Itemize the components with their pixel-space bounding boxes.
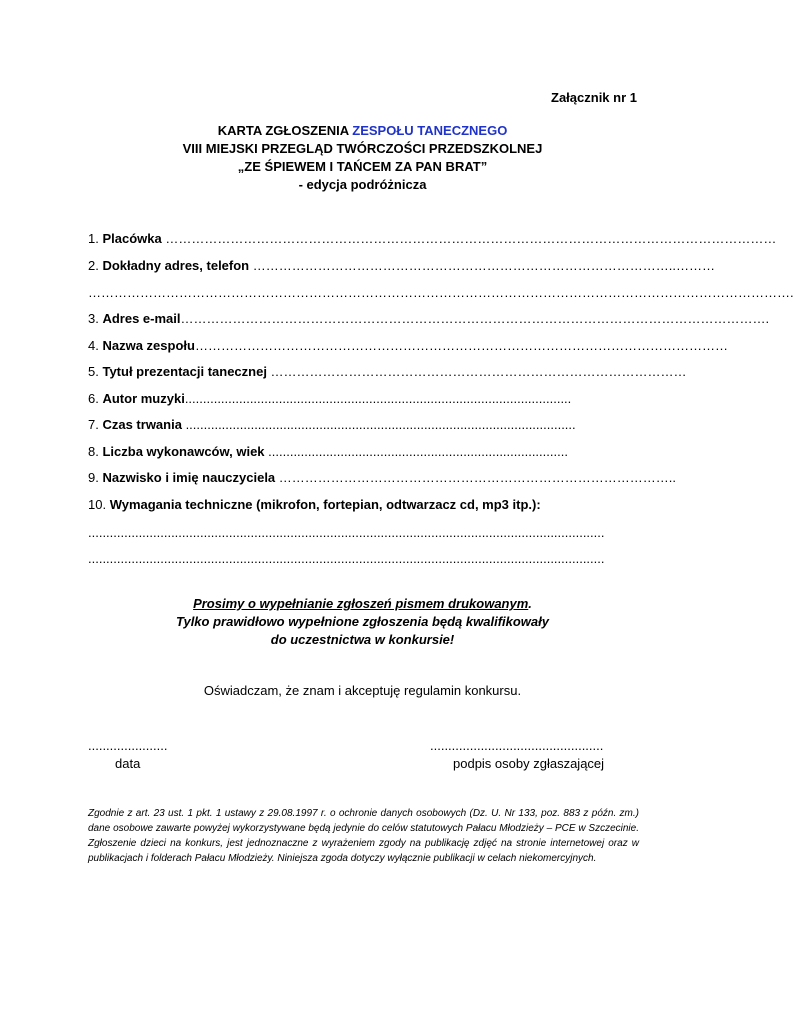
field-dots: ……………………………………………………………………………………………………………………………: [161, 231, 777, 246]
field-dots: ……………………………………………………………………………………..………: [249, 258, 715, 273]
field-dots: ……………………………………………………………………………………………………………: [194, 338, 728, 353]
notice-underlined: Prosimy o wypełnianie zgłoszeń pismem drukowanym: [193, 596, 529, 611]
field-label: Autor muzyki: [102, 391, 185, 406]
legal-notice: Zgodnie z art. 23 ust. 1 pkt. 1 ustawy z 29.08.1997 r. o ochronie danych osobowych (Dz. U. Nr 133, poz. 883 z późn. zm.) dane osobowe zawarte powyżej wykorzystywane będą jedynie do celów statutowych Pałacu Młodzieży – PCE w Szczecinie. Zgłoszenie dzieci na konkurs, jest jednoznaczne z wyrażeniem zgody na publikację zdjęć na stronie internetowej oraz w publikacjach i folderach Pałacu Młodzieży. Niniejsza zgoda dotyczy wyłącznie publikacji w celach niekomercyjnych.: [88, 808, 639, 864]
field-number: 10.: [88, 497, 110, 512]
form-title-prefix: KARTA ZGŁOSZENIA: [217, 123, 353, 138]
event-name: VIII MIEJSKI PRZEGLĄD TWÓRCZOŚCI PRZEDSZKOLNEJ: [182, 141, 543, 156]
field-number: 6.: [88, 391, 103, 406]
field-label: Liczba wykonawców, wiek: [102, 444, 265, 459]
field-number: 3.: [88, 311, 103, 326]
field-dots: ...................................................................................: [264, 444, 568, 459]
wymagania-line-1[interactable]: ...............................................................................................................................................: [88, 525, 605, 540]
field-label: Tytuł prezentacji tanecznej: [102, 364, 267, 379]
field-adres-telefon[interactable]: [88, 257, 715, 275]
declaration: Oświadczam, że znam i akceptuję regulamin konkursu.: [203, 683, 522, 698]
field-number: 9.: [88, 470, 103, 485]
field-number: 5.: [88, 364, 103, 379]
form-title-highlight: ZESPOŁU TANECZNEGO: [352, 123, 508, 138]
form-title: [0, 122, 725, 139]
field-label: Czas trwania: [102, 417, 182, 432]
date-field[interactable]: ......................: [88, 738, 168, 753]
field-number: 4.: [88, 338, 103, 353]
field-dots: ……………………………………………………………………………………: [266, 364, 687, 379]
field-email[interactable]: [88, 310, 770, 328]
field-label: Dokładny adres, telefon: [102, 258, 250, 273]
field-nazwa-zespolu[interactable]: [88, 337, 728, 355]
wymagania-line-2[interactable]: ...............................................................................................................................................: [88, 551, 605, 566]
field-label: Nazwa zespołu: [102, 338, 195, 353]
field-label: Placówka: [102, 231, 162, 246]
field-dots: ...........................................................................................................: [184, 391, 572, 406]
field-placowka[interactable]: [88, 230, 777, 248]
field-number: 2.: [88, 258, 103, 273]
field-adres-continued[interactable]: [88, 284, 794, 302]
field-number: 1.: [88, 231, 103, 246]
attachment-label: Załącznik nr 1: [551, 90, 637, 105]
field-dots: ……………………………………………………………………………………………………………………………………………….: [88, 285, 794, 300]
field-label: Nazwisko i imię nauczyciela: [102, 470, 276, 485]
field-liczba-wykonawcow[interactable]: [88, 443, 639, 461]
field-label: Adres e-mail: [102, 311, 181, 326]
event-edition: - edycja podróżnicza: [298, 177, 427, 192]
event-motto: „ZE ŚPIEWEM I TAŃCEM ZA PAN BRAT”: [237, 159, 488, 174]
date-label: data: [115, 756, 141, 771]
signature-field[interactable]: ................................................: [430, 738, 604, 753]
notice-line-1: [0, 595, 725, 612]
field-autor-muzyki[interactable]: [88, 390, 639, 408]
field-wymagania-techniczne: [88, 496, 639, 514]
notice-line-3: do uczestnictwa w konkursie!: [270, 632, 455, 647]
field-tytul-prezentacji[interactable]: [88, 363, 687, 381]
notice-line-2: Tylko prawidłowo wypełnione zgłoszenia będą kwalifikowały: [176, 614, 549, 629]
field-czas-trwania[interactable]: [88, 416, 639, 434]
field-label: Wymagania techniczne (mikrofon, fortepian, odtwarzacz cd, mp3 itp.):: [109, 497, 541, 512]
field-nauczyciel[interactable]: [88, 469, 677, 487]
field-number: 8.: [88, 444, 103, 459]
field-dots: ............................................................................................................: [181, 417, 576, 432]
field-number: 7.: [88, 417, 103, 432]
field-dots: ……………………………………………………………………………………………………………………….: [180, 311, 770, 326]
signature-label: podpis osoby zgłaszającej: [453, 756, 605, 771]
field-dots: ………………………………………………………………………………..: [275, 470, 677, 485]
notice-period: .: [528, 596, 532, 611]
